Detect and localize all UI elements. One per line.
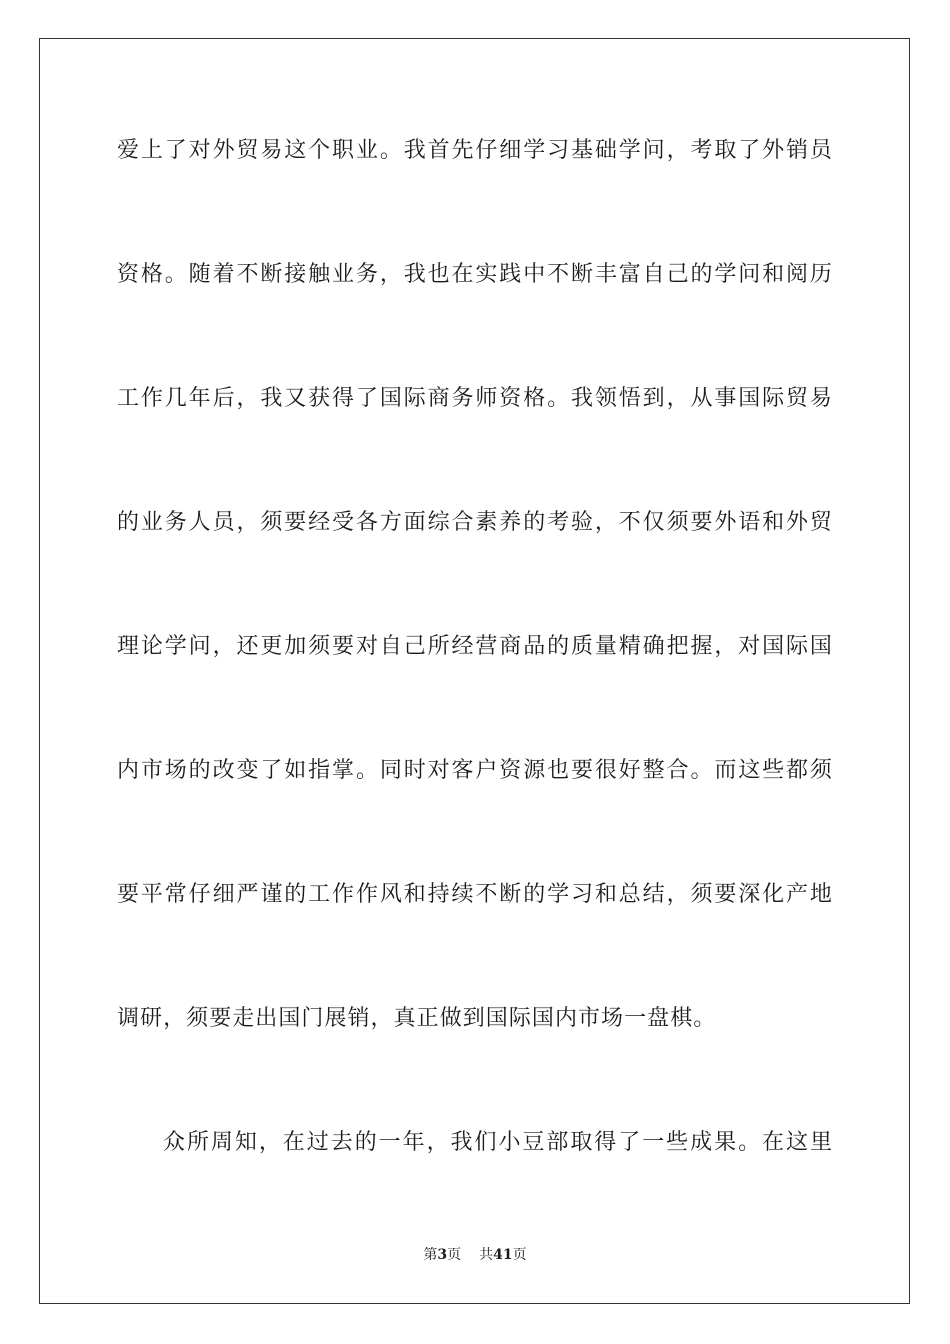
page-border (39, 38, 910, 1304)
total-pages: 41 (493, 1247, 513, 1263)
page-suffix: 页 (447, 1247, 462, 1263)
body-text-line: 众所周知，在过去的一年，我们小豆部取得了一些成果。在这里 (163, 1130, 833, 1155)
body-text-line: 要平常仔细严谨的工作作风和持续不断的学习和总结，须要深化产地 (117, 882, 833, 907)
body-text-line: 工作几年后，我又获得了国际商务师资格。我领悟到，从事国际贸易 (117, 386, 833, 411)
page-prefix: 第 (423, 1247, 438, 1263)
body-text-line: 理论学问，还更加须要对自己所经营商品的质量精确把握，对国际国 (117, 634, 833, 659)
body-text-line: 内市场的改变了如指掌。同时对客户资源也要很好整合。而这些都须 (117, 758, 833, 783)
body-text-line: 的业务人员，须要经受各方面综合素养的考验，不仅须要外语和外贸 (117, 510, 833, 535)
page-footer (0, 1246, 950, 1264)
body-text-line: 爱上了对外贸易这个职业。我首先仔细学习基础学问，考取了外销员 (117, 138, 833, 163)
body-text-line: 调研，须要走出国门展销，真正做到国际国内市场一盘棋。 (117, 1006, 717, 1031)
page-number: 3 (437, 1247, 448, 1263)
body-text-line: 资格。随着不断接触业务，我也在实践中不断丰富自己的学问和阅历 (117, 262, 833, 287)
total-suffix: 页 (512, 1247, 527, 1263)
total-prefix: 共 (479, 1247, 494, 1263)
